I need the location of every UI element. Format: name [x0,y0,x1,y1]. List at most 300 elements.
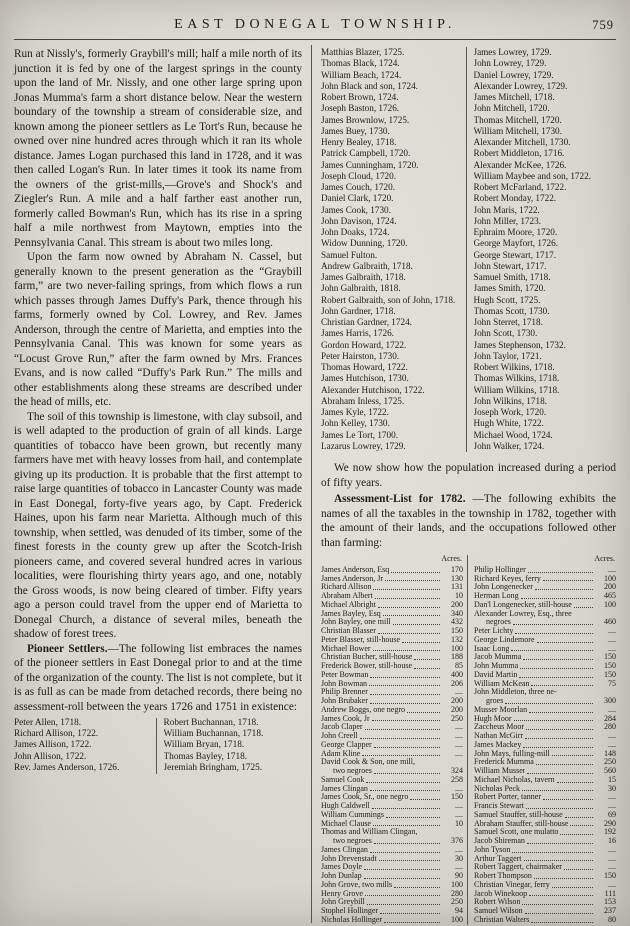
settler-item: Daniel Clark, 1720. [321,193,394,204]
assessment-acres: 85 [455,661,463,670]
page-header [14,10,616,40]
list-item: William Bryan, 1718. [163,740,245,751]
settler-item: Samuel Smith, 1718. [473,272,551,282]
assessment-acres: 237 [604,906,616,915]
assessment-name: James Mackey [474,740,522,749]
settler-item: George Stewart, 1717. [473,249,556,260]
dot-leader [520,668,593,669]
assessment-acres: 324 [451,766,463,775]
assessment-row [321,846,463,855]
assessment-name: two negroes [333,767,372,775]
assessment-row [321,820,463,829]
assessment-acres: 280 [451,888,463,898]
assessment-paragraph [321,492,616,550]
assessment-acres: .... [455,687,463,697]
assessment-row [321,732,463,741]
dot-leader [524,860,594,861]
assessment-acres: 75 [608,678,616,688]
assessment-name: Abraham Stauffer, still-house [474,819,569,828]
assessment-row [321,898,463,907]
assessment-name: William Musser [474,767,526,775]
settler-item: John Davison, 1724. [321,215,397,226]
assessment-name: Nicholas Hollinger [321,915,383,924]
dot-leader [536,764,593,765]
pioneer-list-left [14,718,157,774]
assessment-name: Samuel Stauffer, still-house [474,810,563,819]
dot-leader [529,712,593,713]
settler-item: Alexander Mitchell, 1730. [473,137,571,147]
assessment-row [321,758,463,767]
dot-leader [511,650,593,651]
paragraph-soil: The soil of this township is limestone, with clay subsoil, and is well adapted to the production of grain of all kinds. Large quantities of tobacco have been grown, but recently many farmers have met with heavy losses from hail, and contemplate giving up its production. It is probable that the first attempt to raise large quantities of tobacco in Lancaster County was made in East Donegal, forty-five years ago, by Capt. Frederick Haines, upon his farm near Marietta. Although much of this township, when settled, was denuded of its timber, some of the finest forests in the county grew up after the Scotch-Irish pioneers came, and covered several hundred acres in various localities, were flourishing thirty years ago, and one, notably the Gross woods, is now being cleared of timber. Fifty years ago a person could travel from the upper end of Marietta to Donegal Church, a distance of several miles, beneath the shadow of forest trees. [14,410,302,640]
assessment-acres: 200 [451,599,463,609]
settler-item: Joseph Cloud, 1720. [321,170,397,181]
assessment-row [474,715,616,724]
assessment-acres: 300 [604,696,616,705]
assessment-name: James Anderson, Jr [321,574,383,583]
dot-leader [525,738,593,739]
settler-item: James Lowrey, 1729. [473,47,552,57]
assessment-row [321,671,463,680]
dot-leader [410,799,440,800]
dot-leader [513,624,593,625]
page-number: 759 [592,18,614,32]
dot-leader [407,712,440,713]
assessment-acres: 284 [604,713,616,723]
settler-item: Widow Dunning, 1720. [321,238,408,249]
assessment-row [321,566,463,575]
assessment-name: Robert Taggert, chairmaker [474,863,562,872]
assessment-acres: 111 [604,888,616,898]
assessment-acres: 250 [451,713,463,723]
dot-leader [505,703,593,704]
settler-item: James Buey, 1730. [321,125,390,136]
assessment-row [321,907,463,916]
settler-item: James Le Tort, 1700. [321,429,399,440]
dot-leader [373,589,440,590]
assessment-name: Arthur Taggert [474,854,522,863]
assessment-name: Frederick Bower, still-house [321,662,412,670]
settler-item: John Doaks, 1724. [321,227,390,237]
assessment-acres: 131 [451,582,463,592]
settler-item: Matthias Blazer, 1725. [321,47,405,57]
assessment-acres: 170 [451,564,463,574]
dot-leader [526,808,593,809]
dot-leader [531,685,593,686]
settler-item: James Hutchison, 1730. [321,373,409,384]
assessment-acres: .... [455,731,463,740]
population-note: We now show how the population increased during a period of fifty years. [321,462,616,489]
assessment-name: Christian Bucher, still-house [321,653,413,662]
assessment-column-1 [321,555,468,925]
settler-item: James Brownlow, 1725. [321,114,410,125]
assessment-name: Frederick Mumma [474,758,534,767]
assessment-row [321,776,463,785]
page-title: EAST DONEGAL TOWNSHIP. [174,17,456,32]
dot-leader [531,922,593,923]
assessment-name: Samuel Wilson [474,907,523,915]
pioneer-paragraph [14,642,302,715]
list-item: John Allison, 1722. [14,751,87,762]
assessment-row [474,741,616,750]
dot-leader [374,843,440,844]
paragraph-graybill-farm: Upon the farm now owned by Abraham N. Cassel, but generally known to the present generation as the “Graybill farm,” are two never-failing springs, from which flows a run which passes through James Duffy's Park, thence through his farms, formerly owned by Col. Lowrey, and Rev. James Anderson, through the centre of Marietta, and empties into the Pennsylvania Canal. This was known for some years as “Locust Grove Run,” after the farm owned by Mrs. Frances Evans, and is now called “Duffy's Park Run.” The mills and other establishments along these streams are described under the head of mills, etc. [14,251,302,408]
assessment-acres: .... [455,862,463,872]
assessment-name: William Cummings [321,810,385,819]
settler-item: William Maybee and son, 1722. [473,170,592,181]
assessment-list [321,555,616,925]
assessment-name: Andrew Boggs, one negro [321,705,405,714]
dot-leader [523,659,593,660]
assessment-name: Christian Walters [474,915,530,924]
dot-leader [364,878,440,879]
assessment-name: Richard Keyes, ferry [474,574,541,583]
pioneer-list-right [164,718,303,774]
assessment-row [474,846,616,855]
assessment-acres: 560 [604,766,616,775]
assessment-acres: 132 [451,634,463,644]
assessment-name: John Middleton, three ne- [474,688,557,697]
settler-item: Robert McFarland, 1722. [473,182,567,192]
assessment-row [474,575,616,584]
dot-leader [529,895,593,896]
assessment-name: James Cook, Sr., one negro [321,793,409,802]
settler-item: James Harris, 1726. [321,328,394,339]
settler-item: Gordon Howard, 1722. [321,339,407,350]
left-column [14,45,311,923]
dot-leader [369,685,440,686]
settler-item: Joseph Baston, 1726. [321,103,400,114]
assessment-name: groes [486,697,504,705]
assessment-row [474,653,616,662]
dot-leader [521,598,593,599]
assessment-acres: 150 [604,661,616,670]
settler-item: Alexander Hutchison, 1722. [321,384,425,395]
assessment-row [474,776,616,785]
settler-item: John Gardner, 1718. [321,305,396,316]
assessment-acres: .... [608,739,616,749]
assessment-row [321,855,463,864]
assessment-row [474,793,616,802]
assessment-row [321,828,463,837]
assessment-acres: .... [608,879,616,889]
assessment-acres: .... [455,722,463,732]
assessment-acres: 258 [451,774,463,784]
settler-item: John Taylor, 1721. [473,350,542,361]
assessment-name: James Bayley, Esq [321,609,381,618]
settler-item: Peter Hairston, 1730. [321,350,400,361]
assessment-acres: 15 [608,774,616,784]
assessment-acres: .... [455,801,463,810]
assessment-name: Philip Brenner [321,688,368,697]
dot-leader [383,615,440,616]
assessment-row [474,758,616,767]
settlers-list-1 [321,47,467,452]
dot-leader [375,598,440,599]
dot-leader [370,852,440,853]
assessment-name: Isaac Long [474,644,510,653]
settler-item: Thomas Wilkins, 1718. [473,373,560,384]
assessment-row [474,688,616,697]
dot-leader [372,808,440,809]
dot-leader [527,843,593,844]
assessment-row [321,802,463,811]
assessment-acres: 400 [451,669,463,679]
assessment-name: Herman Long [474,592,519,600]
acres-header: Acres. [594,554,615,563]
settler-item: Patrick Campbell, 1720. [321,148,411,159]
settler-item: John Walker, 1724. [473,440,545,451]
settler-item: John Maris, 1722. [473,204,540,215]
assessment-name: Stophel Hollinger [321,907,379,915]
assessment-acres: .... [455,748,463,758]
dot-leader [574,607,593,608]
assessment-row [474,898,616,907]
dot-leader [527,773,593,774]
assessment-column-2 [474,555,616,925]
settler-item: Andrew Galbraith, 1718. [321,260,413,271]
dot-leader [414,668,440,669]
dot-leader [514,720,593,721]
dot-leader [523,747,593,748]
settler-item: James Galbraith, 1718. [321,272,406,282]
settler-item: Alexander McKee, 1726. [473,159,567,170]
assessment-acres: .... [608,643,616,653]
assessment-name: William McKean [474,679,530,688]
dot-leader [557,782,593,783]
settler-item: John Kelley, 1730. [321,418,390,429]
dot-leader [373,825,440,826]
settler-item: John Lowrey, 1729. [473,58,547,69]
assessment-name: two negroes [333,837,372,845]
assessment-row [321,793,463,802]
assessment-row [474,680,616,689]
assessment-name: James Cook, Jr [321,714,370,723]
assessment-name: Jacob Winekoop [474,889,528,898]
assessment-name: Henry Grove [321,889,363,898]
dot-leader [391,572,440,573]
assessment-name: Richard Allison [321,583,372,592]
assessment-acres: 465 [604,591,616,600]
dot-leader [362,755,440,756]
settlers-list-2 [474,47,617,452]
settler-item: Samuel Fulton. [321,249,378,260]
assessment-row [474,645,616,654]
dot-leader [378,633,440,634]
settlers-lists [321,47,616,452]
assessment-acres: 250 [451,897,463,907]
assessment-name: John Drevenstadt [321,854,377,863]
assessment-acres: 90 [455,871,463,880]
assessment-row [474,671,616,680]
settler-item: Thomas Black, 1724. [321,58,400,69]
dot-leader [414,659,440,660]
assessment-acres: 69 [608,809,616,819]
assessment-name: Peter Blasser, still-house [321,635,400,644]
assessment-acres: 200 [451,696,463,705]
assessment-name: Peter Bowman [321,670,369,679]
dot-leader [512,852,593,853]
settler-item: John Stewart, 1717. [473,260,547,271]
list-item: Rev. James Anderson, 1726. [14,762,120,773]
dot-leader [365,729,440,730]
assessment-rows-2 [474,566,616,925]
assessment-acres: 150 [604,871,616,880]
assessment-acres: 432 [451,617,463,627]
assessment-row [474,828,616,837]
assessment-name: Jacob Shireman [474,837,525,845]
assessment-row [321,653,463,662]
assessment-row [321,863,463,872]
dot-leader [366,782,440,783]
assessment-acres: 150 [451,626,463,635]
assessment-row [474,732,616,741]
assessment-acres: .... [608,853,616,863]
assessment-row [321,575,463,584]
assessment-acres: 200 [451,704,463,714]
settler-item: James Stephenson, 1732. [473,339,566,350]
settler-item: Lazarus Lowrey, 1729. [321,440,406,451]
assessment-name: Samuel Cook [321,775,365,784]
assessment-row [474,697,616,706]
settler-item: Abraham Inless, 1725. [321,395,405,406]
assessment-name: James Doyle [321,863,363,872]
assessment-row [321,872,463,881]
settler-item: William Beach, 1724. [321,69,402,80]
assessment-heading: Assessment-List for 1782. [334,493,466,505]
assessment-acres: .... [455,844,463,854]
assessment-name: John Mays, fulling-mill [474,749,550,758]
dot-leader [534,878,593,879]
settler-item: John Mitchell, 1720. [473,103,550,114]
assessment-name: George Clapper [321,740,372,749]
dot-leader [380,913,440,914]
assessment-name: John Dunlap [321,872,362,880]
list-item: Peter Allen, 1718. [14,718,82,728]
dot-leader [374,747,440,748]
assessment-acres: 30 [608,783,616,793]
assessment-row [474,863,616,872]
settler-item: James Mitchell, 1718. [473,92,555,102]
settler-item: Hugh Scott, 1725. [473,294,541,305]
assessment-row [474,907,616,916]
assessment-acres: 460 [604,617,616,627]
assessment-name: Adam Kline [321,749,361,758]
dot-leader [552,755,593,756]
settler-item: John Black and son, 1724. [321,80,418,91]
assessment-acres: 30 [455,853,463,863]
assessment-acres: .... [608,704,616,714]
assessment-row [321,627,463,636]
assessment-name: John Mumma [474,662,519,670]
assessment-row [474,767,616,776]
settler-item: Hugh White, 1722. [473,418,544,429]
assessment-row [321,601,463,610]
assessment-name: James Anderson, Esq [321,565,390,574]
assessment-row [474,583,616,592]
assessment-row [474,627,616,636]
assessment-row [474,855,616,864]
assessment-name: Alexander Lowrey, Esq., three [474,609,572,618]
assessment-acres: 290 [604,818,616,828]
dot-leader [526,729,593,730]
assessment-row [321,811,463,820]
dot-leader [365,895,440,896]
assessment-name: Robert Wilson [474,898,521,907]
assessment-acres: .... [455,739,463,749]
settler-item: Robert Galbraith, son of John, 1718. [321,294,456,305]
list-item: Robert Buchannan, 1718. [163,718,259,728]
assessment-name: John Tyson [474,845,511,854]
settler-item: James Smith, 1720. [473,283,546,294]
assessment-acres: 188 [451,652,463,662]
settler-item: Robert Brown, 1724. [321,92,399,102]
assessment-acres: .... [608,634,616,644]
assessment-acres: 10 [455,818,463,828]
assessment-row [321,697,463,706]
assessment-row [474,566,616,575]
assessment-name: Christian Blasser [321,627,376,635]
assessment-name: Michael Albright [321,600,376,609]
assessment-acres: .... [608,792,616,802]
settler-item: Daniel Lowrey, 1729. [473,69,554,80]
assessment-row [321,837,463,846]
settler-item: Thomas Scott, 1730. [473,305,550,316]
assessment-name: John Greybill [321,898,365,907]
assessment-name: John Creell [321,732,358,740]
list-item: James Allison, 1722. [14,740,92,751]
assessment-acres: 376 [451,836,463,845]
dot-leader [528,572,593,573]
settler-item: Thomas Howard, 1722. [321,362,408,372]
settler-item: William Mitchell, 1730. [473,125,562,136]
settler-item: James Kyle, 1722. [321,407,389,417]
right-column [312,45,616,923]
assessment-row [321,723,463,732]
assessment-row [321,916,463,925]
assessment-name: Hugh Moor [474,714,512,723]
assessment-row [321,680,463,689]
dot-leader [570,825,593,826]
assessment-acres: 206 [451,678,463,688]
assessment-name: Zaccheus Moor [474,723,524,732]
dot-leader [379,860,440,861]
assessment-acres: .... [608,731,616,740]
assessment-row [474,872,616,881]
assessment-acres: 100 [451,643,463,653]
dot-leader [552,887,593,888]
settler-item: John Scott, 1730. [473,328,538,339]
pioneer-list [14,718,302,774]
assessment-row [474,802,616,811]
assessment-name: Jacob Claper [321,723,363,732]
assessment-acres: .... [608,564,616,574]
dot-leader [384,922,440,923]
assessment-name: George Lindemore [474,635,535,644]
assessment-row [474,706,616,715]
assessment-acres: .... [608,862,616,872]
assessment-row [321,636,463,645]
assessment-acres: .... [608,801,616,810]
assessment-row [321,890,463,899]
assessment-acres: 16 [608,836,616,845]
dot-leader [522,904,593,905]
assessment-acres: .... [608,844,616,854]
assessment-row [321,767,463,776]
assessment-name: John Bayley, one mill [321,618,391,627]
assessment-name: Michael Clause [321,819,371,828]
settler-item: Thomas Mitchell, 1720. [473,114,562,125]
